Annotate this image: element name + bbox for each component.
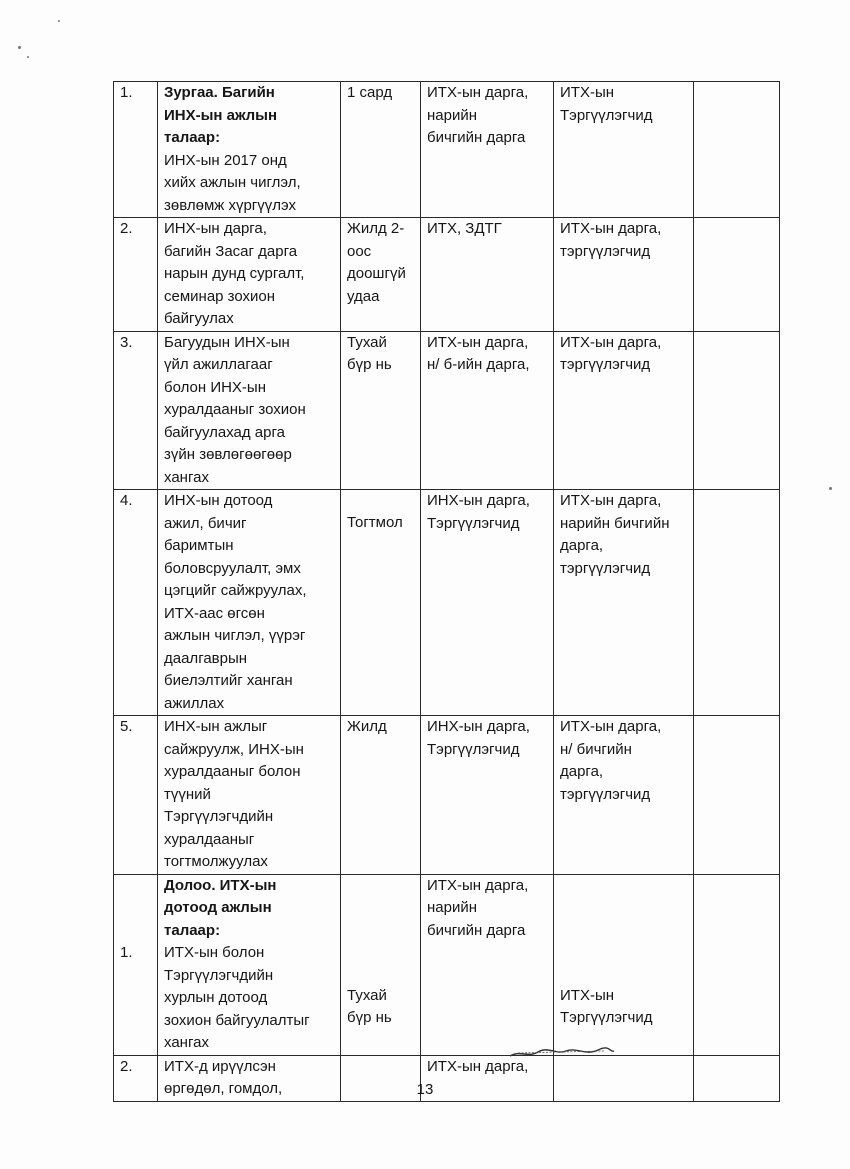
control-cell: ИТХ-ын дарга, тэргүүлэгчид xyxy=(554,331,694,490)
scan-speck xyxy=(58,20,60,22)
task-cell: ИТХ-д ирүүлсэн өргөдөл, гомдол, xyxy=(158,1055,341,1101)
page-number: 13 xyxy=(416,1081,434,1098)
control-cell: ИТХ-ын дарга, нарийн бичгийн дарга, тэргүүлэгчид xyxy=(554,490,694,716)
table-row xyxy=(114,874,780,1055)
table-row xyxy=(114,331,780,490)
row-number: 5. xyxy=(114,716,158,875)
scan-speck xyxy=(27,56,29,58)
time-cell: Жилд xyxy=(341,716,421,875)
time-cell: Тогтмол xyxy=(341,490,421,716)
responsible-cell: ИТХ-ын дарга, нарийн бичгийн дарга xyxy=(421,874,554,1055)
row-number: 3. xyxy=(114,331,158,490)
task-cell: ИНХ-ын ажлыг сайжруулж, ИНХ-ын хуралдааныг болон түүний Тэргүүлэгчдийн хуралдааныг тогтмолжуулах xyxy=(158,716,341,875)
signature-scribble xyxy=(508,1046,616,1060)
work-plan-table xyxy=(113,81,780,1102)
row-number: 1. xyxy=(114,874,158,1055)
time-cell: 1 сард xyxy=(341,82,421,218)
table-row xyxy=(114,82,780,218)
row-number: 2. xyxy=(114,218,158,332)
time-cell: Жилд 2- оос доошгүй удаа xyxy=(341,218,421,332)
table-row xyxy=(114,490,780,716)
responsible-cell: ИТХ-ын дарга, нарийн бичгийн дарга xyxy=(421,82,554,218)
note-cell xyxy=(694,218,780,332)
task-cell: ИНХ-ын дотоод ажил, бичиг баримтын боловсруулалт, эмх цэгцийг сайжруулах, ИТХ-аас өгсөн ажлын чиглэл, үүрэг даалгаврын биелэлтийг ханган ажиллах xyxy=(158,490,341,716)
row-number: 4. xyxy=(114,490,158,716)
note-cell xyxy=(694,331,780,490)
table-row xyxy=(114,218,780,332)
note-cell xyxy=(694,490,780,716)
responsible-cell: ИТХ, ЗДТГ xyxy=(421,218,554,332)
control-cell: ИТХ-ын дарга, тэргүүлэгчид xyxy=(554,218,694,332)
note-cell xyxy=(694,874,780,1055)
note-cell xyxy=(694,82,780,218)
time-cell: Тухай бүр нь xyxy=(341,874,421,1055)
responsible-cell: ИНХ-ын дарга, Тэргүүлэгчид xyxy=(421,716,554,875)
control-cell: ИТХ-ын дарга, н/ бичгийн дарга, тэргүүлэгчид xyxy=(554,716,694,875)
scan-speck xyxy=(18,46,21,49)
control-cell: ИТХ-ын Тэргүүлэгчид xyxy=(554,874,694,1055)
time-cell: Тухай бүр нь xyxy=(341,331,421,490)
note-cell xyxy=(694,716,780,875)
task-cell: Долоо. ИТХ-ын дотоод ажлын талаар: ИТХ-ын болон Тэргүүлэгчдийн хурлын дотоод зохион байгуулалтыг хангах xyxy=(158,874,341,1055)
section-title: Зургаа. Багийн ИНХ-ын ажлын талаар: xyxy=(164,84,278,146)
responsible-cell: ИНХ-ын дарга, Тэргүүлэгчид xyxy=(421,490,554,716)
control-cell: ИТХ-ын Тэргүүлэгчид xyxy=(554,82,694,218)
responsible-cell: ИТХ-ын дарга, н/ б-ийн дарга, xyxy=(421,331,554,490)
scan-speck xyxy=(829,487,832,490)
table-row xyxy=(114,716,780,875)
row-number: 2. xyxy=(114,1055,158,1101)
row-number: 1. xyxy=(114,82,158,218)
task-cell: Зургаа. Багийн ИНХ-ын ажлын талаар: ИНХ-ын 2017 онд хийх ажлын чиглэл, зөвлөмж хүргүүлэх xyxy=(158,82,341,218)
task-cell: Багуудын ИНХ-ын үйл ажиллагааг болон ИНХ-ын хуралдааныг зохион байгуулахад арга зүйн зөвлөгөөгөөр хангах xyxy=(158,331,341,490)
section-title: Долоо. ИТХ-ын дотоод ажлын талаар: xyxy=(164,876,277,939)
task-cell: ИНХ-ын дарга, багийн Засаг дарга нарын дунд сургалт, семинар зохион байгуулах xyxy=(158,218,341,332)
responsible-cell: ИТХ-ын дарга, xyxy=(421,1055,554,1101)
